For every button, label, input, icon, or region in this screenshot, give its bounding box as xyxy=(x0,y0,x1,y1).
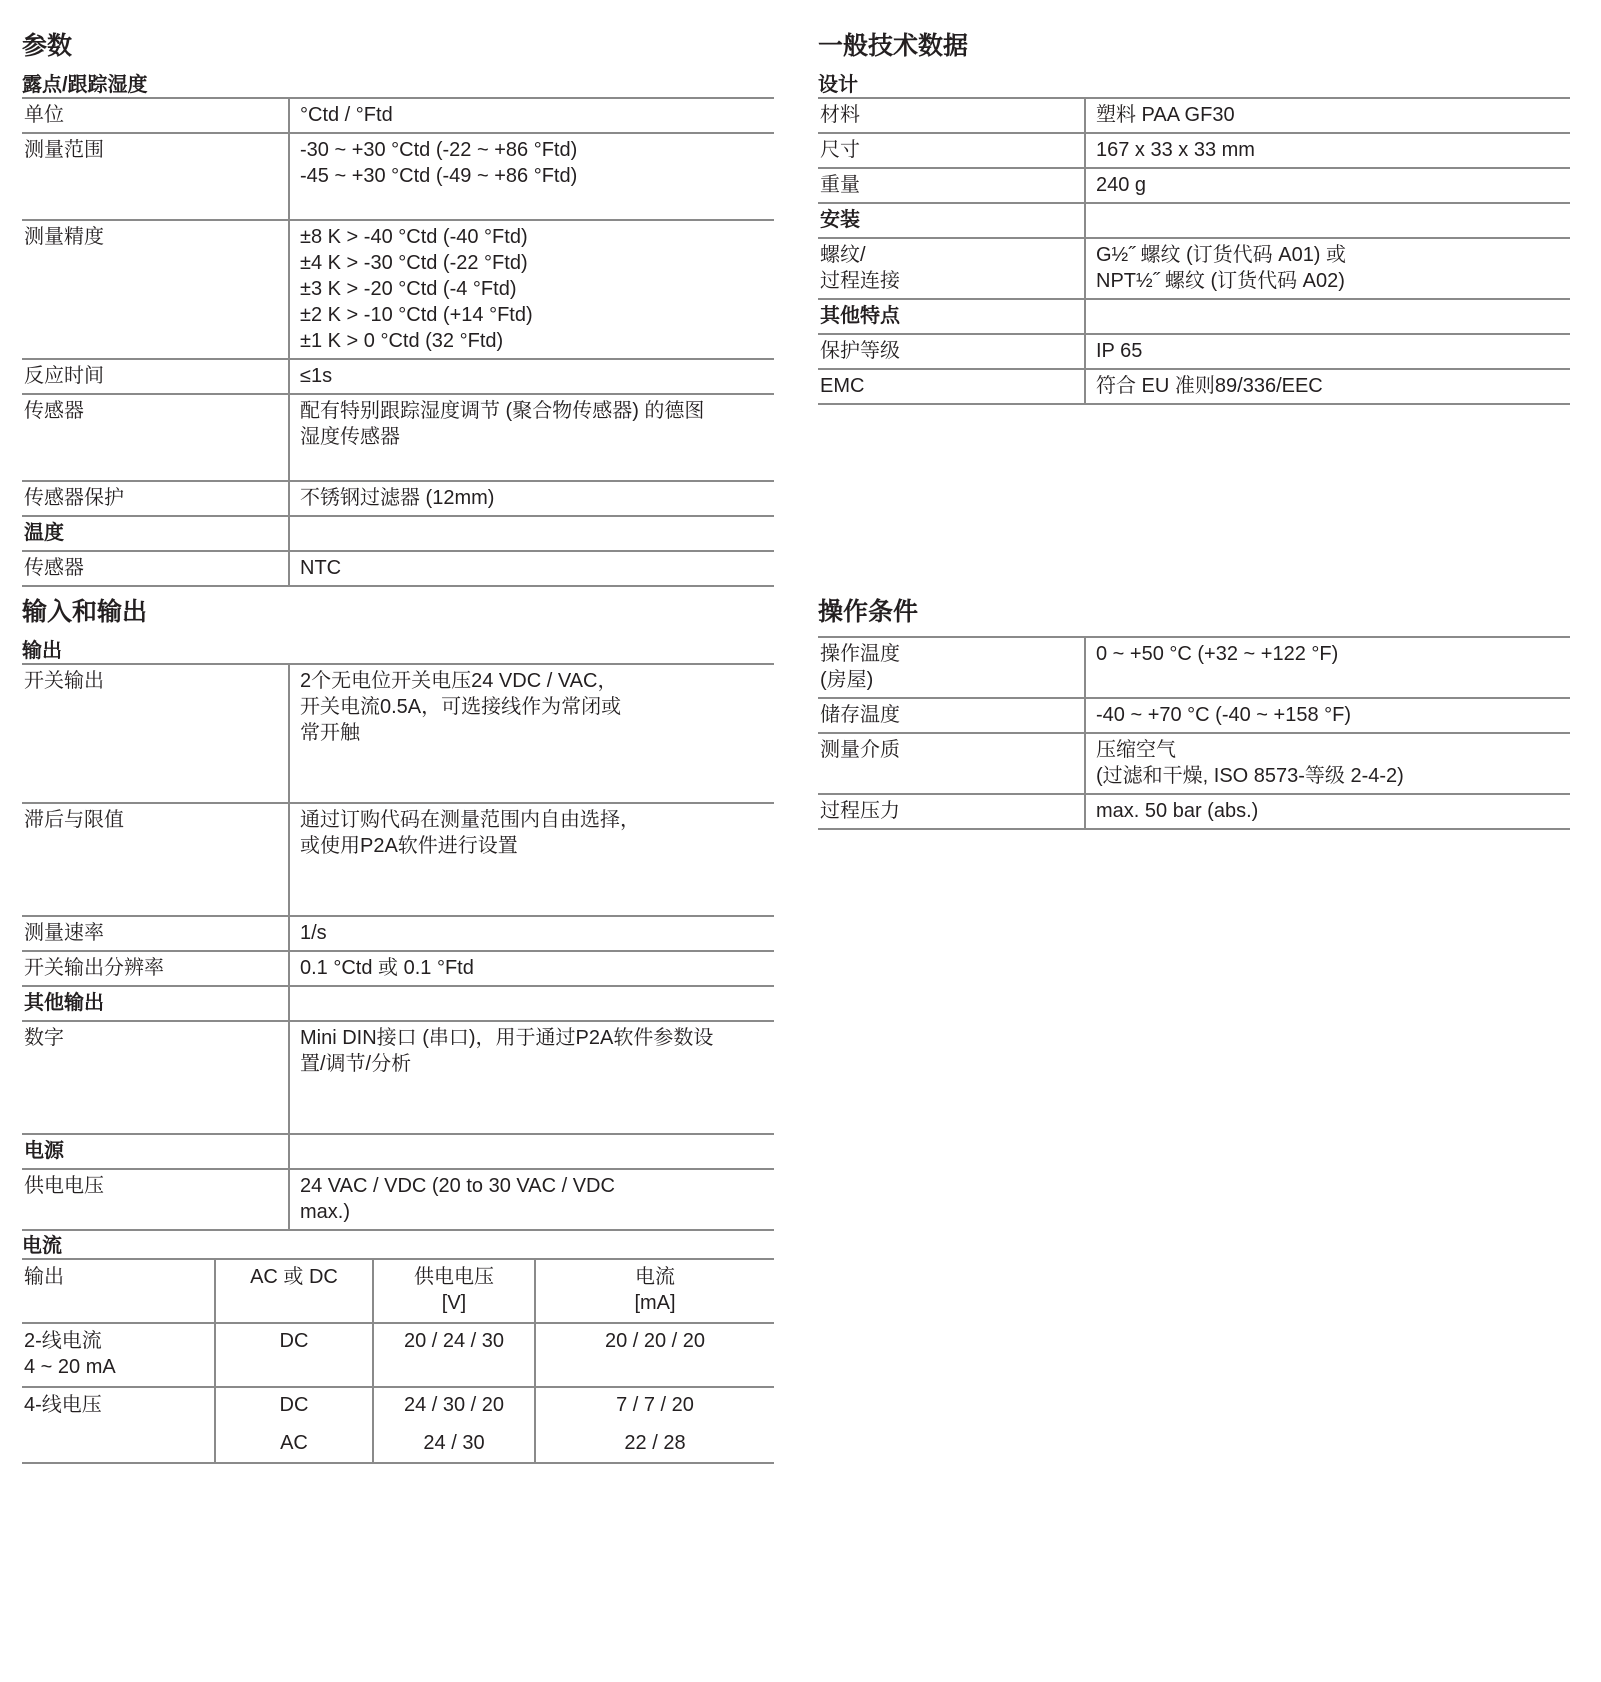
row-label: 供电电压 xyxy=(22,1169,289,1230)
params-table xyxy=(22,99,774,587)
table-row xyxy=(818,794,1570,829)
group-heading: 温度 xyxy=(22,516,289,551)
row-label: 开关输出分辨率 xyxy=(22,951,289,986)
row-label: 尺寸 xyxy=(818,133,1085,168)
row-label: 数字 xyxy=(22,1021,289,1134)
value-line: 压缩空气 xyxy=(1096,739,1176,761)
row-value: 0.1 °Ctd 或 0.1 °Ftd xyxy=(289,951,774,986)
label-line: 过程连接 xyxy=(820,270,900,292)
row-value: 塑料 PAA GF30 xyxy=(1085,99,1570,133)
value-line: 24 VAC / VDC (20 to 30 VAC / VDC xyxy=(300,1175,615,1197)
row-label: 传感器保护 xyxy=(22,481,289,516)
section-title: 输入和输出 xyxy=(22,598,148,626)
table-row xyxy=(22,133,774,220)
row-label: 测量速率 xyxy=(22,916,289,951)
group-row xyxy=(818,299,1570,334)
row-label: 材料 xyxy=(818,99,1085,133)
value-line: 或使用P2A软件进行设置 xyxy=(300,835,518,857)
value-line: NPT½˝ 螺纹 (订货代码 A02) xyxy=(1096,270,1345,292)
table-row xyxy=(22,359,774,394)
row-value xyxy=(289,1021,774,1134)
general-section xyxy=(818,30,1570,405)
value-line: (过滤和干燥, ISO 8573-等级 2-4-2) xyxy=(1096,765,1404,787)
table-row xyxy=(22,916,774,951)
row-value: 167 x 33 x 33 mm xyxy=(1085,133,1570,168)
value-line: 配有特别跟踪湿度调节 (聚合物传感器) 的德图 xyxy=(300,400,705,422)
table-row xyxy=(818,698,1570,733)
label-line: (房屋) xyxy=(820,669,874,691)
label-line: 操作温度 xyxy=(820,643,900,665)
section-title: 一般技术数据 xyxy=(818,32,969,60)
value-line: ±2 K > -10 °Ctd (+14 °Ftd) xyxy=(300,304,533,326)
io-table xyxy=(22,665,774,1231)
table-row xyxy=(22,551,774,586)
table-cell: DC xyxy=(215,1323,373,1387)
group-heading: 电流 xyxy=(22,1231,774,1260)
row-label: 测量介质 xyxy=(818,733,1085,794)
table-row xyxy=(22,665,774,803)
value-line: ±1 K > 0 °Ctd (32 °Ftd) xyxy=(300,330,504,352)
row-value: °Ctd / °Ftd xyxy=(289,99,774,133)
value-line: Mini DIN接口 (串口)，用于通过P2A软件参数设 xyxy=(300,1027,714,1049)
row-value: 符合 EU 准则89/336/EEC xyxy=(1085,369,1570,404)
section-title: 参数 xyxy=(22,32,73,60)
row-label: 储存温度 xyxy=(818,698,1085,733)
row-label: 过程压力 xyxy=(818,794,1085,829)
row-value xyxy=(289,665,774,803)
group-row xyxy=(818,203,1570,238)
ops-section xyxy=(818,596,1570,830)
row-value: 240 g xyxy=(1085,168,1570,203)
table-cell: 20 / 24 / 30 xyxy=(373,1323,535,1387)
value-line: 2个无电位开关电压24 VDC / VAC， xyxy=(300,670,618,692)
row-value: -40 ~ +70 °C (-40 ~ +158 °F) xyxy=(1085,698,1570,733)
table-header-row xyxy=(22,1260,774,1323)
table-row xyxy=(818,369,1570,404)
table-row xyxy=(22,99,774,133)
row-value xyxy=(289,133,774,220)
value-line: max.) xyxy=(300,1201,350,1223)
value-line: ±4 K > -30 °Ctd (-22 °Ftd) xyxy=(300,252,528,274)
value-line: -45 ~ +30 °Ctd (-49 ~ +86 °Ftd) xyxy=(300,165,578,187)
table-row xyxy=(818,168,1570,203)
table-cell: 4-线电压 xyxy=(22,1387,215,1463)
table-row xyxy=(22,394,774,481)
group-heading: 安装 xyxy=(818,203,1085,238)
row-label: 反应时间 xyxy=(22,359,289,394)
params-section xyxy=(22,30,774,587)
table-cell: 2-线电流 4 ~ 20 mA xyxy=(22,1323,215,1387)
group-row xyxy=(22,516,774,551)
table-cell: 24 / 30 / 20 24 / 30 xyxy=(373,1387,535,1463)
table-row xyxy=(22,803,774,916)
row-value: IP 65 xyxy=(1085,334,1570,369)
table-cell: DC AC xyxy=(215,1387,373,1463)
value-line: 常开触 xyxy=(300,722,360,744)
row-value: ≤1s xyxy=(289,359,774,394)
column-header: 电流 [mA] xyxy=(535,1260,774,1323)
group-row xyxy=(22,1134,774,1169)
value-line: 通过订购代码在测量范围内自由选择， xyxy=(300,809,640,831)
row-label: 重量 xyxy=(818,168,1085,203)
table-row xyxy=(22,951,774,986)
table-row xyxy=(22,1021,774,1134)
table-row xyxy=(818,334,1570,369)
table-row xyxy=(818,133,1570,168)
table-cell: 7 / 7 / 20 22 / 28 xyxy=(535,1387,774,1463)
column-header: AC 或 DC xyxy=(215,1260,373,1323)
value-line: 开关电流0.5A，可选接线作为常闭或 xyxy=(300,696,622,718)
row-label: 开关输出 xyxy=(22,665,289,803)
row-value: 0 ~ +50 °C (+32 ~ +122 °F) xyxy=(1085,637,1570,698)
table-row xyxy=(818,99,1570,133)
row-value: 不锈钢过滤器 (12mm) xyxy=(289,481,774,516)
table-row xyxy=(22,1169,774,1230)
row-value: 1/s xyxy=(289,916,774,951)
row-label xyxy=(818,637,1085,698)
section-title: 操作条件 xyxy=(818,598,919,626)
value-line: 湿度传感器 xyxy=(300,426,400,448)
row-value: max. 50 bar (abs.) xyxy=(1085,794,1570,829)
value-line: ±3 K > -20 °Ctd (-4 °Ftd) xyxy=(300,278,517,300)
table-row xyxy=(22,1323,774,1387)
table-row xyxy=(22,220,774,359)
column-header: 输出 xyxy=(22,1260,215,1323)
row-label xyxy=(818,238,1085,299)
row-value xyxy=(1085,733,1570,794)
table-row xyxy=(818,733,1570,794)
row-label: 测量精度 xyxy=(22,220,289,359)
group-heading: 其他特点 xyxy=(818,299,1085,334)
row-label: 测量范围 xyxy=(22,133,289,220)
ops-table xyxy=(818,636,1570,830)
row-value xyxy=(289,394,774,481)
table-row xyxy=(818,637,1570,698)
row-label: 传感器 xyxy=(22,551,289,586)
group-heading: 露点/跟踪湿度 xyxy=(22,70,774,99)
table-row xyxy=(22,1387,774,1463)
label-line: 螺纹/ xyxy=(820,244,866,266)
row-value: NTC xyxy=(289,551,774,586)
row-value xyxy=(1085,238,1570,299)
table-row xyxy=(818,238,1570,299)
value-line: 置/调节/分析 xyxy=(300,1053,412,1075)
group-heading: 设计 xyxy=(818,70,1570,99)
row-label: EMC xyxy=(818,369,1085,404)
row-value xyxy=(289,803,774,916)
group-heading: 电源 xyxy=(22,1134,289,1169)
general-table xyxy=(818,99,1570,405)
table-row xyxy=(22,481,774,516)
io-section xyxy=(22,596,774,1464)
row-value xyxy=(289,220,774,359)
row-label: 滞后与限值 xyxy=(22,803,289,916)
table-cell: 20 / 20 / 20 xyxy=(535,1323,774,1387)
value-line: G½˝ 螺纹 (订货代码 A01) 或 xyxy=(1096,244,1347,266)
column-header: 供电电压 [V] xyxy=(373,1260,535,1323)
group-heading: 输出 xyxy=(22,636,774,665)
row-label: 传感器 xyxy=(22,394,289,481)
row-value xyxy=(289,1169,774,1230)
group-row xyxy=(22,986,774,1021)
current-table xyxy=(22,1260,774,1464)
value-line: ±8 K > -40 °Ctd (-40 °Ftd) xyxy=(300,226,528,248)
group-heading: 其他输出 xyxy=(22,986,289,1021)
row-label: 单位 xyxy=(22,99,289,133)
value-line: -30 ~ +30 °Ctd (-22 ~ +86 °Ftd) xyxy=(300,139,578,161)
row-label: 保护等级 xyxy=(818,334,1085,369)
